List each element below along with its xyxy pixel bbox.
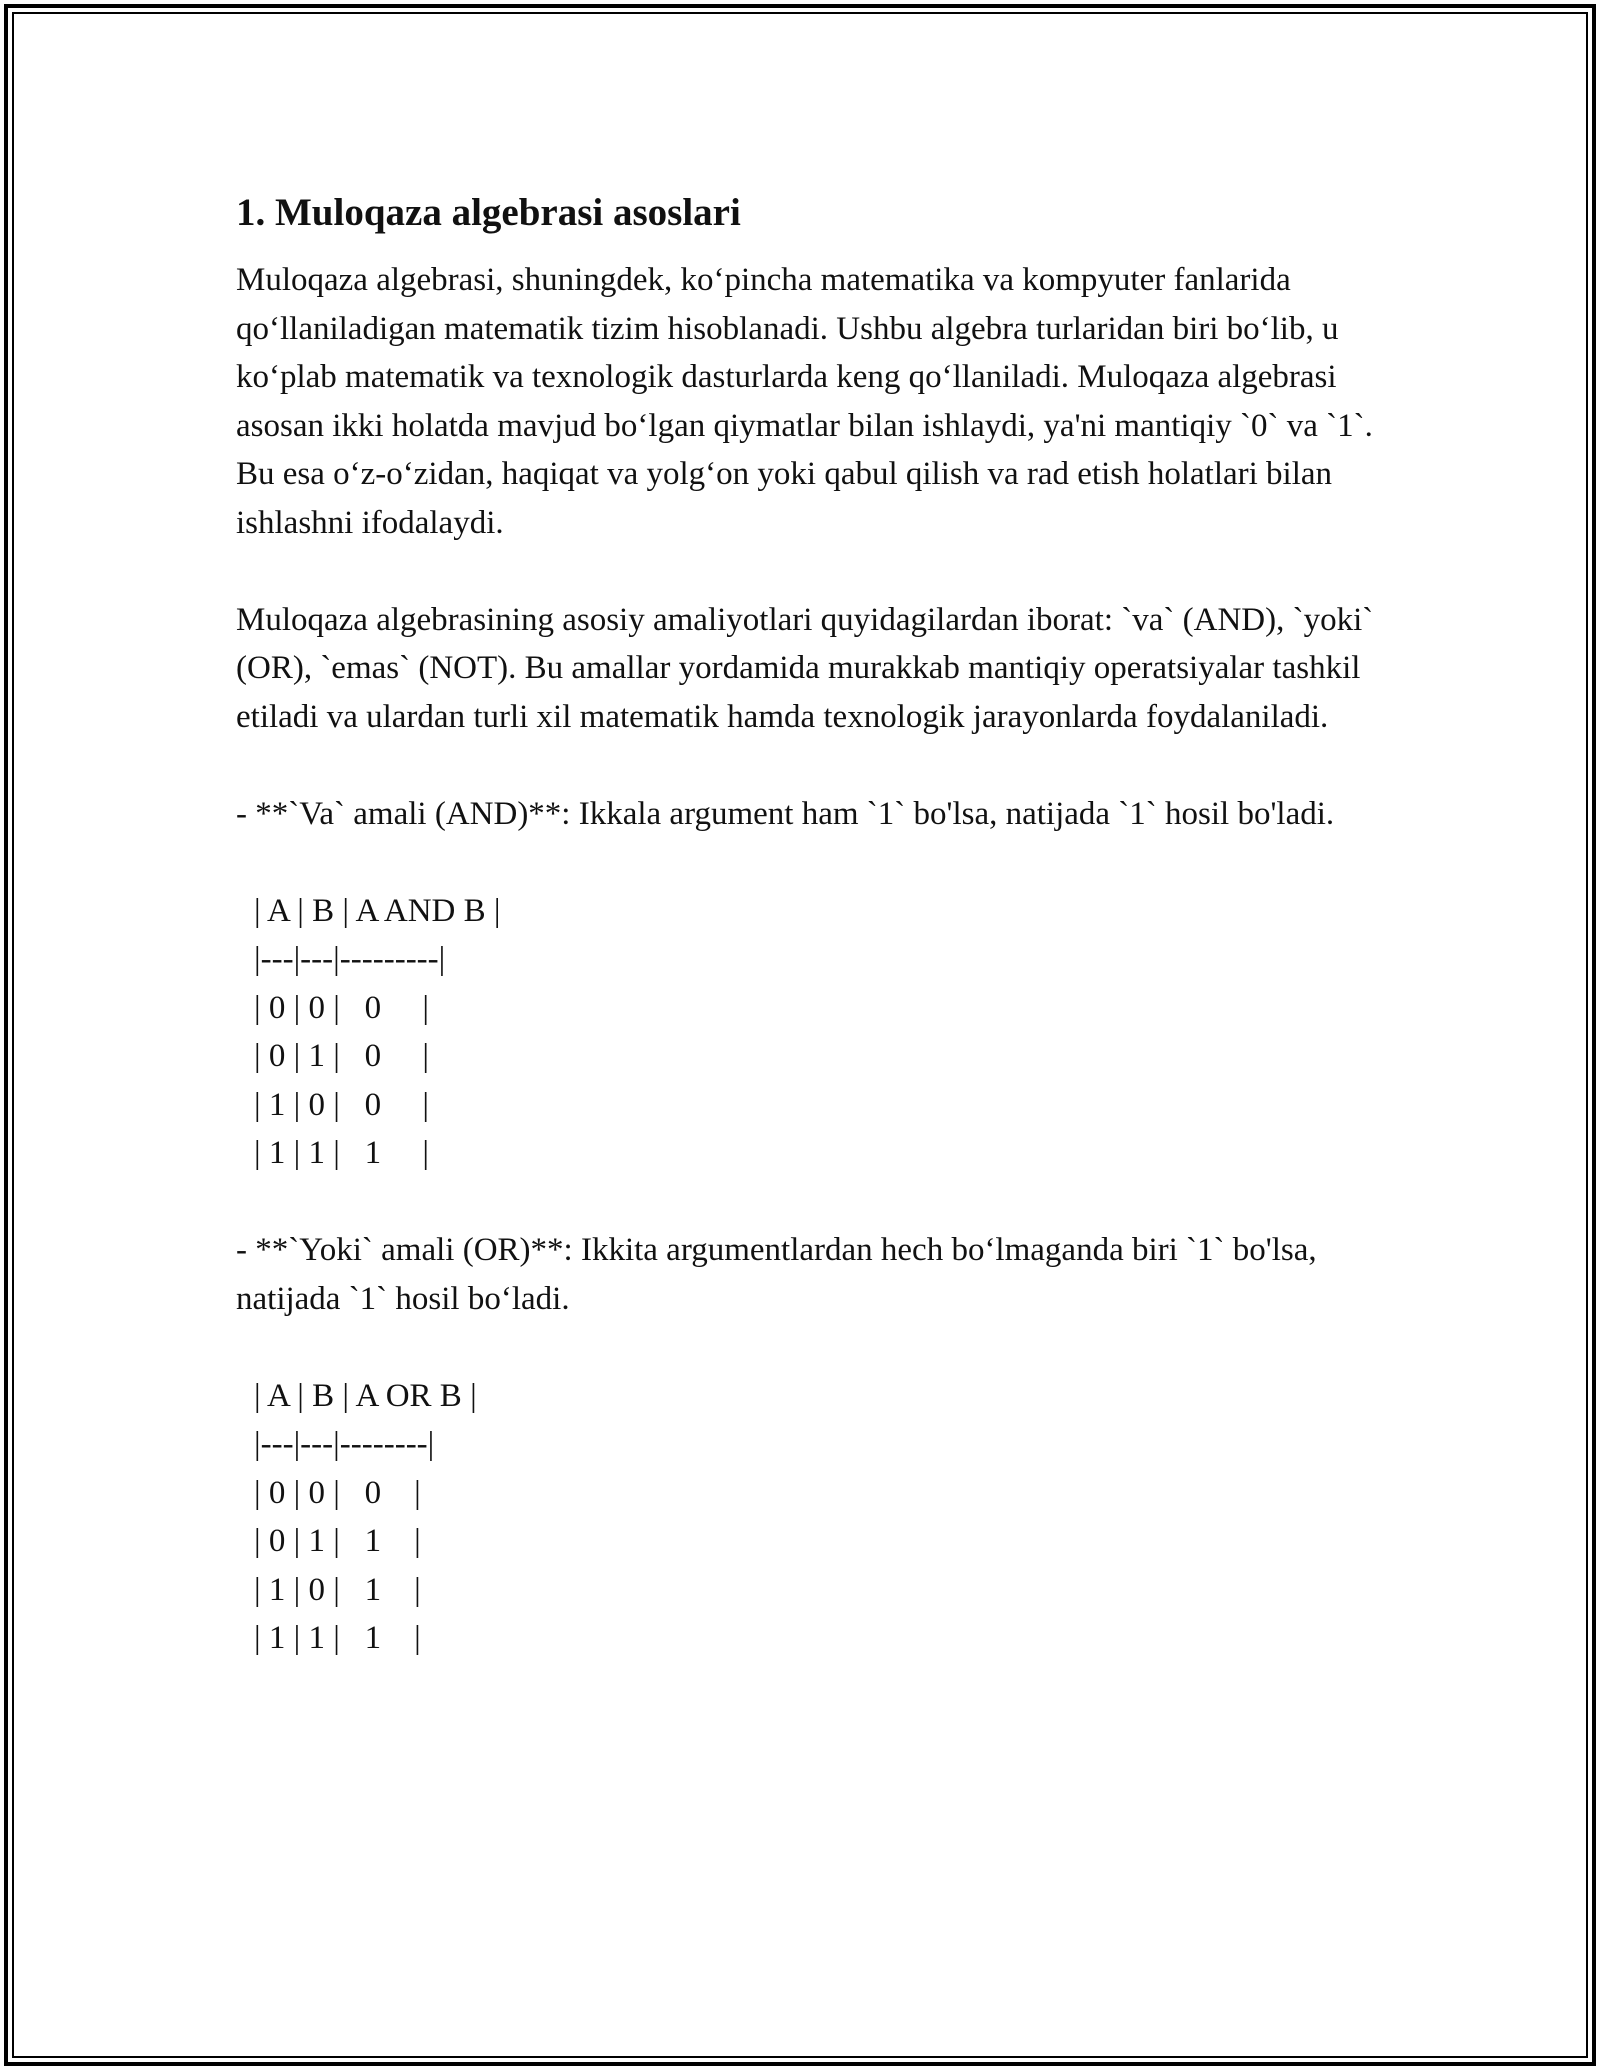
or-table-row: | 0 | 0 | 0 | bbox=[254, 1474, 421, 1511]
or-table-separator: |---|---|--------| bbox=[254, 1426, 435, 1462]
or-truth-table bbox=[254, 1372, 1386, 1663]
intro-paragraph: Muloqaza algebrasi, shuningdek, koʻpincha matematika va kompyuter fanlarida qoʻllaniladigan matematik tizim hisoblanadi. Ushbu algebra turlaridan biri boʻlib, u koʻplab matematik va texnologik dasturlarda keng qoʻllaniladi. Muloqaza algebrasi asosan ikki holatda mavjud boʻlgan qiymatlar bilan ishlaydi, ya'ni mantiqiy `0` va `1`. Bu esa oʻz-oʻzidan, haqiqat va yolgʻon yoki qabul qilish va rad etish holatlari bilan ishlashni ifodalaydi. bbox=[236, 262, 1373, 541]
document-content bbox=[236, 188, 1386, 1711]
and-description: - **`Va` amali (AND)**: Ikkala argument ham `1` bo'lsa, natijada `1` hosil bo'ladi. bbox=[236, 795, 1335, 832]
or-table-header: | A | B | A OR B | bbox=[254, 1377, 477, 1414]
or-table-row: | 1 | 0 | 1 | bbox=[254, 1571, 421, 1608]
and-table-header: | A | B | A AND B | bbox=[254, 892, 501, 929]
and-truth-table bbox=[254, 887, 1386, 1178]
operations-paragraph: Muloqaza algebrasining asosiy amaliyotlari quyidagilardan iborat: `va` (AND), `yoki` (OR), `emas` (NOT). Bu amallar yordamida murakkab mantiqiy operatsiyalar tashkil etiladi va ulardan turli xil matematik hamda texnologik jarayonlarda foydalaniladi. bbox=[236, 601, 1374, 735]
or-table-row: | 1 | 1 | 1 | bbox=[254, 1620, 421, 1656]
section-heading: 1. Muloqaza algebrasi asoslari bbox=[236, 191, 741, 234]
or-description: - **`Yoki` amali (OR)**: Ikkita argumentlardan hech boʻlmaganda biri `1` bo'lsa, natijada `1` hosil boʻladi. bbox=[236, 1232, 1317, 1317]
and-table-row: | 0 | 1 | 0 | bbox=[254, 1038, 429, 1074]
and-table-row: | 1 | 0 | 0 | bbox=[254, 1086, 429, 1123]
and-table-row: | 0 | 0 | 0 | bbox=[254, 989, 429, 1026]
or-table-row: | 0 | 1 | 1 | bbox=[254, 1523, 421, 1559]
and-table-separator: |---|---|---------| bbox=[254, 941, 446, 977]
and-table-row: | 1 | 1 | 1 | bbox=[254, 1135, 429, 1171]
